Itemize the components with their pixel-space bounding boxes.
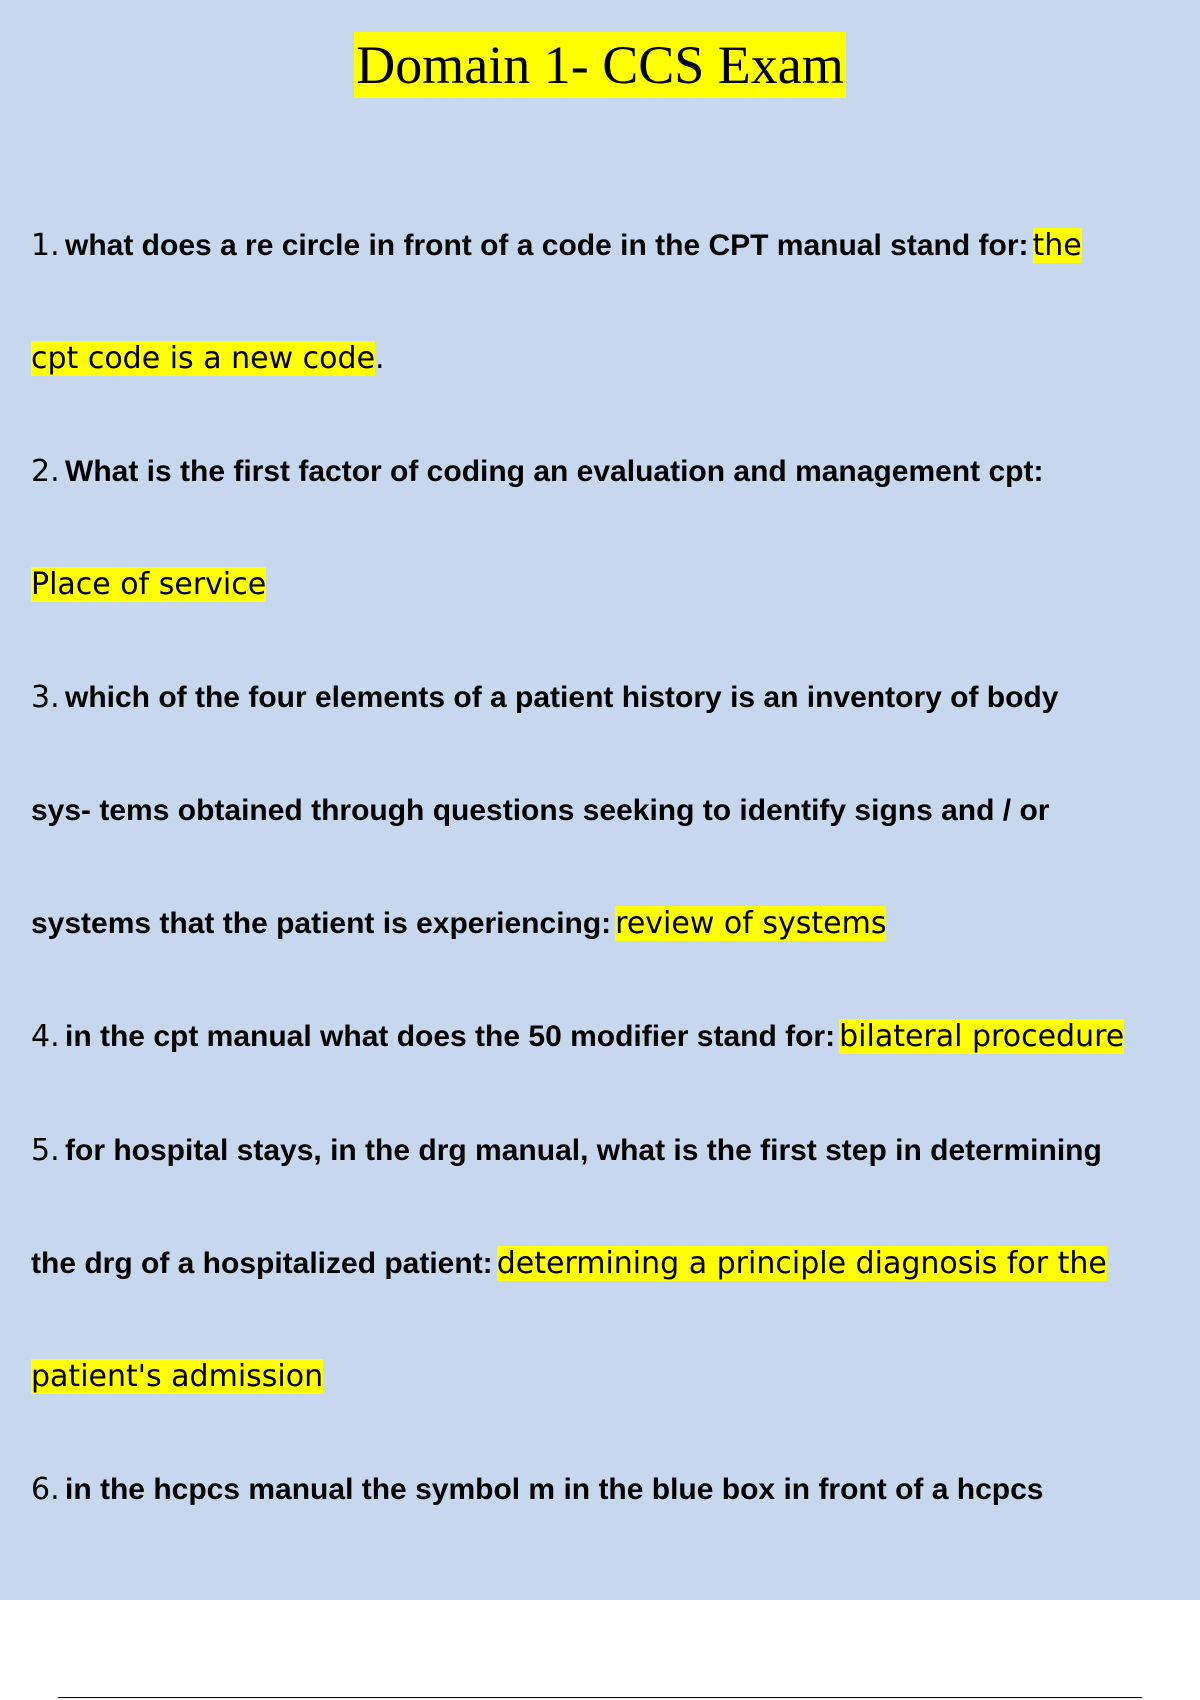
item-1-line-2 — [31, 337, 385, 381]
answer-highlight: cpt code is a new code — [31, 341, 376, 376]
item-number: 4. — [31, 1019, 60, 1054]
item-1-line-1 — [31, 224, 1082, 268]
item-5-line-3 — [31, 1355, 323, 1399]
item-6-line-1 — [31, 1468, 1043, 1512]
answer-highlight: the — [1032, 228, 1082, 263]
item-5-line-1 — [31, 1129, 1102, 1173]
answer-suffix: . — [375, 341, 385, 376]
item-number: 2. — [31, 454, 60, 489]
question-text: for hospital stays, in the drg manual, what is the first step in determining — [65, 1134, 1102, 1167]
item-5-line-2 — [31, 1242, 1107, 1286]
page-title: Domain 1- CCS Exam — [354, 32, 845, 98]
answer-highlight: bilateral procedure — [839, 1019, 1125, 1054]
question-text: in the cpt manual what does the 50 modifier stand for: — [65, 1020, 836, 1053]
answer-highlight: patient's admission — [31, 1359, 324, 1394]
question-text: the drg of a hospitalized patient: — [31, 1247, 493, 1280]
item-number: 3. — [31, 680, 60, 715]
answer-highlight: Place of service — [31, 567, 267, 602]
question-text: What is the first factor of coding an evaluation and management cpt: — [65, 455, 1044, 488]
item-2-line-2 — [31, 563, 266, 607]
item-number: 5. — [31, 1133, 60, 1168]
item-3-line-2 — [31, 789, 1049, 833]
item-number: 1. — [31, 228, 60, 263]
item-number: 6. — [31, 1472, 60, 1507]
title-wrap — [0, 32, 1200, 98]
item-3-line-3 — [31, 902, 886, 946]
question-text: systems that the patient is experiencing: — [31, 907, 612, 940]
answer-highlight: determining a principle diagnosis for the — [496, 1246, 1107, 1281]
question-text: what does a re circle in front of a code in the CPT manual stand for: — [65, 229, 1029, 262]
item-4-line-1 — [31, 1015, 1124, 1059]
item-2-line-1 — [31, 450, 1043, 494]
footer-divider — [58, 1697, 1142, 1698]
answer-highlight: review of systems — [615, 906, 887, 941]
question-text: sys- tems obtained through questions seeking to identify signs and / or — [31, 794, 1050, 827]
question-text: in the hcpcs manual the symbol m in the blue box in front of a hcpcs — [65, 1473, 1044, 1506]
question-text: which of the four elements of a patient history is an inventory of body — [65, 681, 1059, 714]
item-3-line-1 — [31, 676, 1058, 720]
